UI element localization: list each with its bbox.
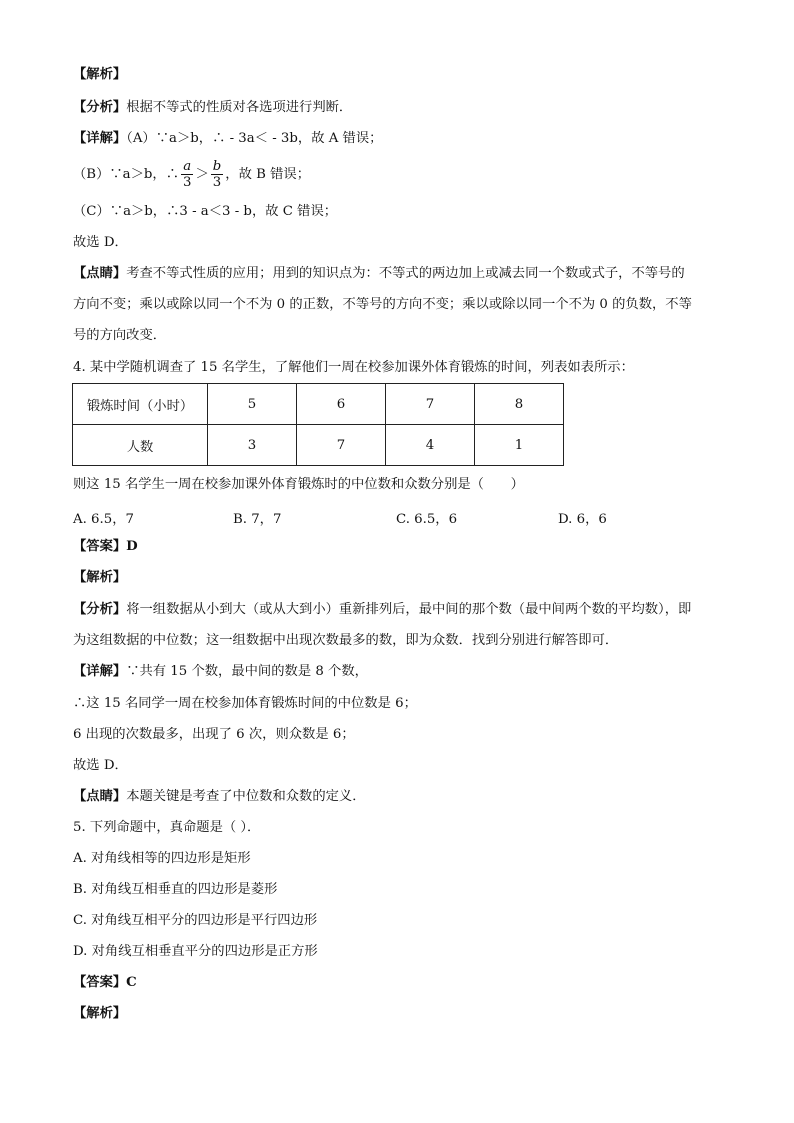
q3-option-b-pre: （B）∵a＞b，∴ (73, 167, 179, 182)
fraction-b-over-3 (211, 159, 224, 190)
q3-dianjing-line-2: 方向不变；乘以或除以同一个不为 0 的正数，不等号的方向不变；乘以或除以同一个不为 0 的负数，不等 (73, 297, 692, 312)
q4-xiangjie-text-1: ∵共有 15 个数，最中间的数是 8 个数， (126, 664, 368, 679)
q4-dianjing-text: 本题关键是考查了中位数和众数的定义． (126, 789, 366, 804)
q3-dianjing-tag: 【点睛】 (73, 266, 127, 281)
q3-jiexi-heading: 【解析】 (73, 67, 127, 82)
q3-choice: 故选 D． (73, 235, 128, 250)
fraction-denominator: 3 (212, 175, 222, 190)
q3-option-b-post: ，故 B 错误； (225, 167, 310, 182)
fraction-numerator: b (212, 159, 222, 174)
q4-option-d: D. 6，6 (558, 512, 607, 527)
q4-stem: 4. 某中学随机调查了 15 名学生，了解他们一周在校参加课外体育锻炼的时间，列表如表所示： (73, 360, 634, 375)
q3-fenxi-line (73, 99, 352, 117)
table-cell: 7 (386, 384, 475, 425)
q5-option-c: C. 对角线互相平分的四边形是平行四边形 (73, 913, 318, 928)
q4-xiangjie-line-1 (73, 663, 368, 681)
q4-dianjing-line (73, 788, 366, 806)
table-cell: 8 (475, 384, 564, 425)
greater-than-sign: ＞ (195, 167, 209, 182)
q4-answer: 【答案】D (73, 539, 138, 554)
q4-data-table (72, 383, 564, 466)
table-cell: 4 (386, 425, 475, 466)
q4-choice: 故选 D． (73, 758, 128, 773)
q5-answer: 【答案】C (73, 975, 137, 990)
q3-fenxi-tag: 【分析】 (73, 100, 127, 115)
q3-option-a-text: （A）∵a＞b，∴ - 3a＜ - 3b，故 A 错误； (126, 131, 383, 146)
q4-fenxi-line-1 (73, 601, 691, 619)
q4-xiangjie-line-2: ∴这 15 名同学一周在校参加体育锻炼时间的中位数是 6； (73, 696, 417, 711)
fraction-numerator: a (181, 159, 193, 175)
table-row (73, 384, 564, 425)
q4-dianjing-tag: 【点睛】 (73, 789, 127, 804)
q3-option-b-line (73, 158, 310, 192)
table-cell: 7 (297, 425, 386, 466)
q3-option-c-line: （C）∵a＞b，∴3 - a＜3 - b，故 C 错误； (73, 204, 338, 219)
q3-xiangjie-tag: 【详解】 (73, 131, 127, 146)
q5-jiexi-heading: 【解析】 (73, 1006, 127, 1021)
q4-option-c: C. 6.5，6 (396, 512, 458, 527)
table-cell: 6 (297, 384, 386, 425)
q3-dianjing-line-1 (73, 265, 685, 283)
q3-dianjing-line-3: 号的方向改变． (73, 328, 167, 343)
q5-option-b: B. 对角线互相垂直的四边形是菱形 (73, 882, 278, 897)
table-cell: 3 (208, 425, 297, 466)
table-cell: 锻炼时间（小时） (73, 384, 208, 425)
q4-fenxi-text-1: 将一组数据从小到大（或从大到小）重新排列后，最中间的那个数（最中间两个数的平均数），即 (126, 602, 692, 617)
table-row (73, 425, 564, 466)
q4-xiangjie-tag: 【详解】 (73, 664, 127, 679)
q3-xiangjie-line (73, 130, 382, 148)
q4-question: 则这 15 名学生一周在校参加课外体育锻炼时的中位数和众数分别是（ ） (73, 477, 524, 492)
q4-fenxi-tag: 【分析】 (73, 602, 127, 617)
q5-option-d: D. 对角线互相垂直平分的四边形是正方形 (73, 944, 318, 959)
q4-option-a: A. 6.5，7 (73, 512, 134, 527)
q4-fenxi-line-2: 为这组数据的中位数；这一组数据中出现次数最多的数，即为众数．找到分别进行解答即可． (73, 633, 619, 648)
q4-option-b: B. 7，7 (233, 512, 282, 527)
q3-fenxi-text: 根据不等式的性质对各选项进行判断． (126, 100, 353, 115)
q3-dianjing-text-1: 考查不等式性质的应用；用到的知识点为：不等式的两边加上或减去同一个数或式子，不等号的 (126, 266, 685, 281)
q4-xiangjie-line-3: 6 出现的次数最多，出现了 6 次，则众数是 6； (73, 727, 355, 742)
table-cell: 5 (208, 384, 297, 425)
fraction-denominator: 3 (183, 175, 192, 190)
q4-jiexi-heading: 【解析】 (73, 570, 127, 585)
q5-option-a: A. 对角线相等的四边形是矩形 (73, 851, 251, 866)
fraction-a-over-3 (181, 159, 193, 190)
q5-stem: 5. 下列命题中，真命题是（ ）． (73, 820, 261, 835)
table-cell: 1 (475, 425, 564, 466)
table-cell: 人数 (73, 425, 208, 466)
